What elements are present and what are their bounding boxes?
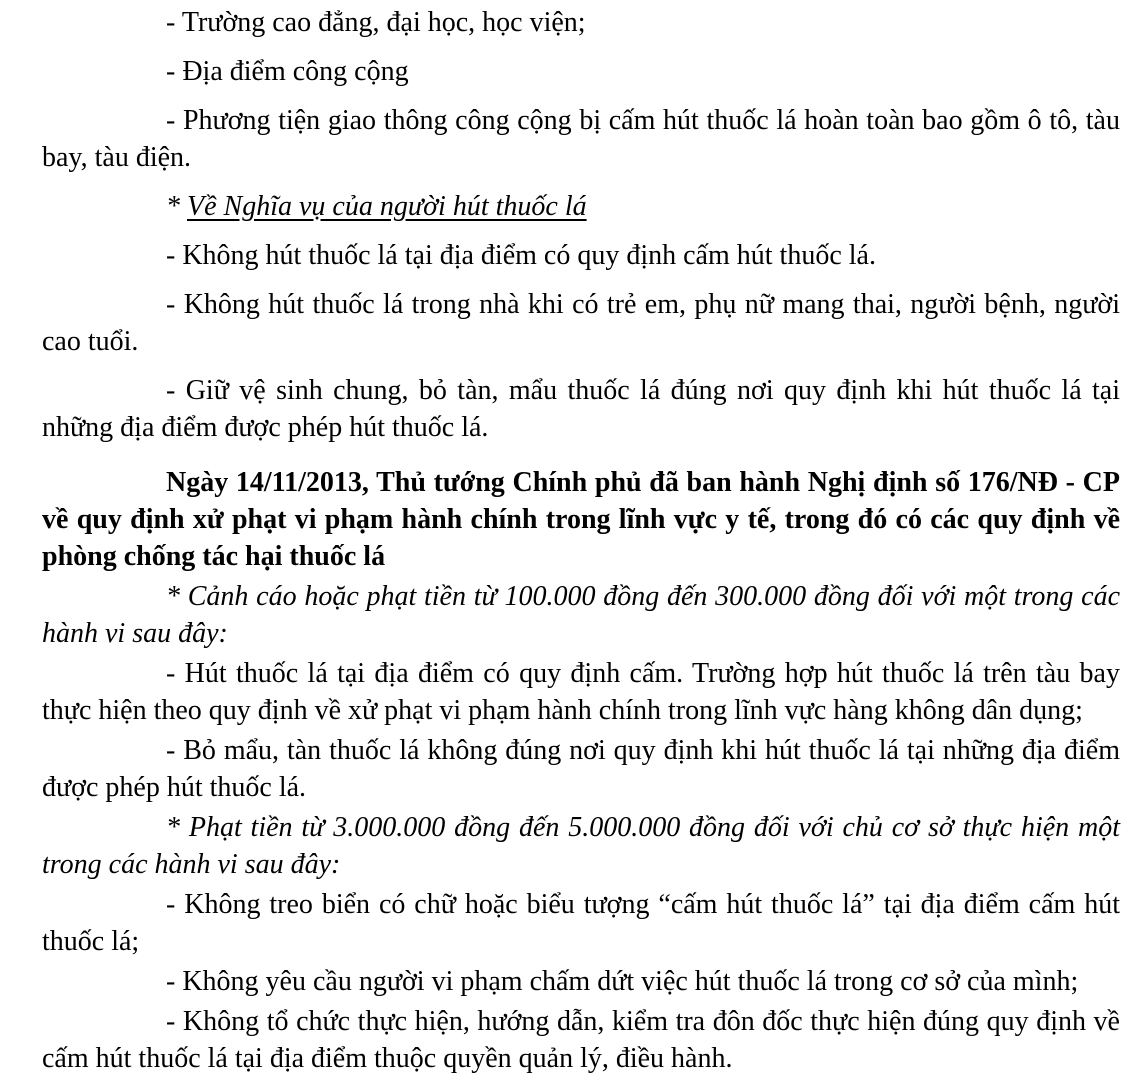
paragraph-no-smoking-indoors: - Không hút thuốc lá trong nhà khi có trẻ em, phụ nữ mang thai, người bệnh, người cao tuổi. — [42, 289, 1120, 357]
paragraph-public-transport: - Phương tiện giao thông công cộng bị cấm hút thuốc lá hoàn toàn bao gồm ô tô, tàu bay, tàu điện. — [42, 105, 1120, 173]
paragraph-education-institutions: - Trường cao đẳng, đại học, học viện; — [166, 7, 586, 38]
heading-text: Về Nghĩa vụ của người hút thuốc lá — [187, 191, 587, 222]
paragraph-no-sign: - Không treo biển có chữ hoặc biểu tượng “cấm hút thuốc lá” tại địa điểm cấm hút thuốc lá; — [42, 889, 1120, 957]
paragraph-no-organization: - Không tổ chức thực hiện, hướng dẫn, kiểm tra đôn đốc thực hiện đúng quy định về cấm hút thuốc lá tại địa điểm thuộc quyền quản lý, điều hành. — [42, 1006, 1120, 1074]
heading-prefix: * — [166, 191, 187, 222]
paragraph-public-places: - Địa điểm công cộng — [166, 56, 409, 87]
paragraph-fine-3m: * Phạt tiền từ 3.000.000 đồng đến 5.000.000 đồng đối với chủ cơ sở thực hiện một trong các hành vi sau đây: — [42, 812, 1120, 880]
paragraph-dropping-butts: - Bỏ mẩu, tàn thuốc lá không đúng nơi quy định khi hút thuốc lá tại những địa điểm được phép hút thuốc lá. — [42, 735, 1120, 803]
document-page — [42, 0, 1120, 1077]
paragraph-no-smoking-banned-places: - Không hút thuốc lá tại địa điểm có quy định cấm hút thuốc lá. — [166, 240, 876, 271]
paragraph-keep-hygiene: - Giữ vệ sinh chung, bỏ tàn, mẩu thuốc lá đúng nơi quy định khi hút thuốc lá tại những địa điểm được phép hút thuốc lá. — [42, 375, 1120, 443]
paragraph-decree-176: Ngày 14/11/2013, Thủ tướng Chính phủ đã ban hành Nghị định số 176/NĐ - CP về quy định xử phạt vi phạm hành chính trong lĩnh vực y tế, trong đó có các quy định về phòng chống tác hại thuốc lá — [42, 467, 1120, 572]
paragraph-no-request-stop: - Không yêu cầu người vi phạm chấm dứt việc hút thuốc lá trong cơ sở của mình; — [166, 966, 1079, 997]
paragraph-smoking-banned-place: - Hút thuốc lá tại địa điểm có quy định cấm. Trường hợp hút thuốc lá trên tàu bay thực hiện theo quy định về xử phạt vi phạm hành chính trong lĩnh vực hàng không dân dụng; — [42, 658, 1120, 726]
section-heading-smoker-obligations — [42, 176, 1120, 225]
paragraph-warning-fine-100k: * Cảnh cáo hoặc phạt tiền từ 100.000 đồng đến 300.000 đồng đối với một trong các hành vi sau đây: — [42, 581, 1120, 649]
